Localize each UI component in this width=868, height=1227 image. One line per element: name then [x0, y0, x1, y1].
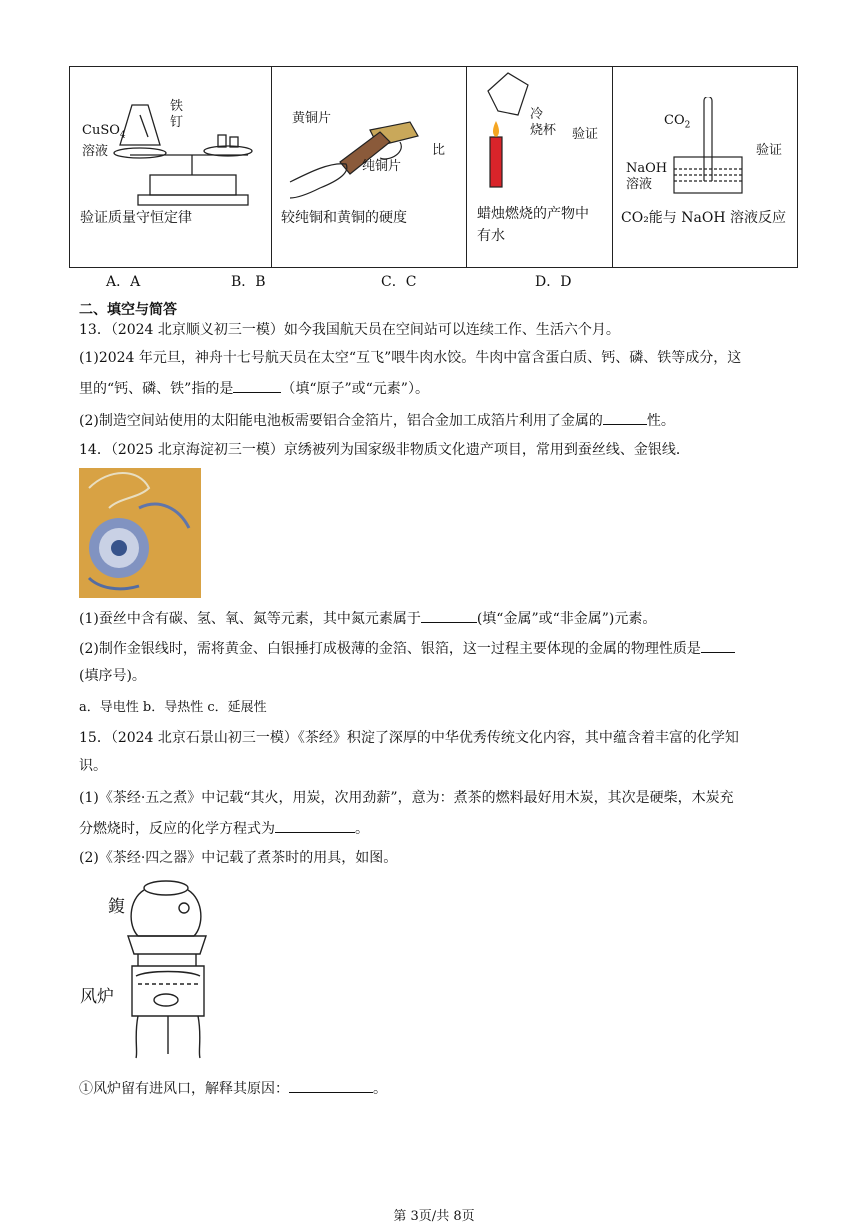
- cuso4-label: CuSO$_4$ 溶液: [82, 123, 126, 159]
- option-a[interactable]: A．A: [106, 274, 141, 290]
- brass-label: 黄铜片: [292, 111, 332, 126]
- co2-naoh-illustration: [670, 97, 750, 197]
- q15-stem-line1: 15．（2024 北京石景山初三一模）《茶经》积淀了深厚的中华优秀传统文化内容，其中蕴含着丰富的化学知: [79, 730, 739, 746]
- naoh-label: NaOH 溶液: [626, 161, 668, 192]
- q14-p2-tail: (填序号)。: [79, 668, 146, 684]
- option-d[interactable]: D．D: [535, 274, 572, 290]
- q15-p1-line1: (1)《茶经·五之煮》中记载“其火，用炭，次用劲薪”，意为：煮茶的燃料最好用木炭，其次是硬柴，木炭充: [79, 790, 734, 806]
- cell-c-caption: 蜡烛燃烧的产物中 有水: [477, 206, 589, 244]
- q14-choices: a．导电性 b．导热性 c．延展性: [79, 700, 267, 715]
- q13-p1-line2: 里的“钙、磷、铁”指的是 （填“原子”或“元素”）。: [79, 378, 429, 399]
- cell-a-caption: 验证质量守恒定律: [80, 210, 192, 226]
- candle-illustration: [478, 71, 538, 191]
- table-divider: [466, 67, 467, 267]
- q14-stem: 14．（2025 北京海淀初三一模）京绣被列为国家级非物质文化遗产项目，常用到蚕丝线、金银线．: [79, 442, 690, 458]
- q13-p2: (2)制造空间站使用的太阳能电池板需要铝合金箔片，铝合金加工成箔片利用了金属的 性。: [79, 410, 675, 431]
- compare-label: 比: [432, 143, 446, 158]
- page-footer: 第 3页/共 8页: [393, 1209, 475, 1224]
- verify-label: 验证: [572, 127, 599, 142]
- option-c[interactable]: C．C: [381, 274, 417, 290]
- option-b[interactable]: B．B: [231, 274, 266, 290]
- embroidery-image: [79, 468, 201, 598]
- answer-blank[interactable]: [233, 378, 281, 393]
- q15-stem-line2: 识。: [79, 758, 107, 774]
- answer-blank[interactable]: [603, 410, 647, 425]
- iron-label: 铁 钉: [170, 99, 184, 130]
- q13-stem: 13．（2024 北京顺义初三一模）如今我国航天员在空间站可以连续工作、生活六个月。: [79, 322, 620, 338]
- q15-sub1: ①风炉留有进风口，解释其原因： 。: [79, 1078, 387, 1099]
- q15-p2: (2)《茶经·四之器》中记载了煮茶时的用具，如图。: [79, 850, 398, 866]
- table-divider: [271, 67, 272, 267]
- copper-label: 纯铜片: [362, 159, 402, 174]
- fu-label: 鍑: [108, 897, 125, 917]
- q15-p1-line2: 分燃烧时，反应的化学方程式为 。: [79, 818, 369, 839]
- q13-p1-line1: (1)2024 年元旦，神舟十七号航天员在太空“互飞”喂牛肉水饺。牛肉中富含蛋白质、钙、磷、铁等成分，这: [79, 350, 742, 366]
- cold-beaker-label: 冷 烧杯: [530, 107, 557, 138]
- cell-b-caption: 较纯铜和黄铜的硬度: [281, 210, 407, 226]
- experiment-table: [69, 66, 798, 268]
- cell-d-caption: CO₂能与 NaOH 溶液反应: [621, 210, 786, 226]
- q14-p1: (1)蚕丝中含有碳、氢、氧、氮等元素，其中氮元素属于 (填“金属”或“非金属”)元素。: [79, 608, 656, 629]
- answer-blank[interactable]: [701, 638, 735, 653]
- co2-label: $CO_2$: [664, 113, 691, 131]
- answer-blank[interactable]: [421, 608, 477, 623]
- table-divider: [612, 67, 613, 267]
- verify-label: 验证: [756, 143, 783, 158]
- fenglu-label: 风炉: [80, 987, 114, 1007]
- q14-p2: (2)制作金银线时，需将黄金、白银捶打成极薄的金箔、银箔，这一过程主要体现的金属的物理性质是: [79, 638, 735, 659]
- tea-stove-illustration: [108, 876, 238, 1066]
- answer-blank[interactable]: [289, 1078, 373, 1093]
- answer-blank[interactable]: [275, 818, 355, 833]
- section-title: 二、填空与简答: [79, 302, 177, 318]
